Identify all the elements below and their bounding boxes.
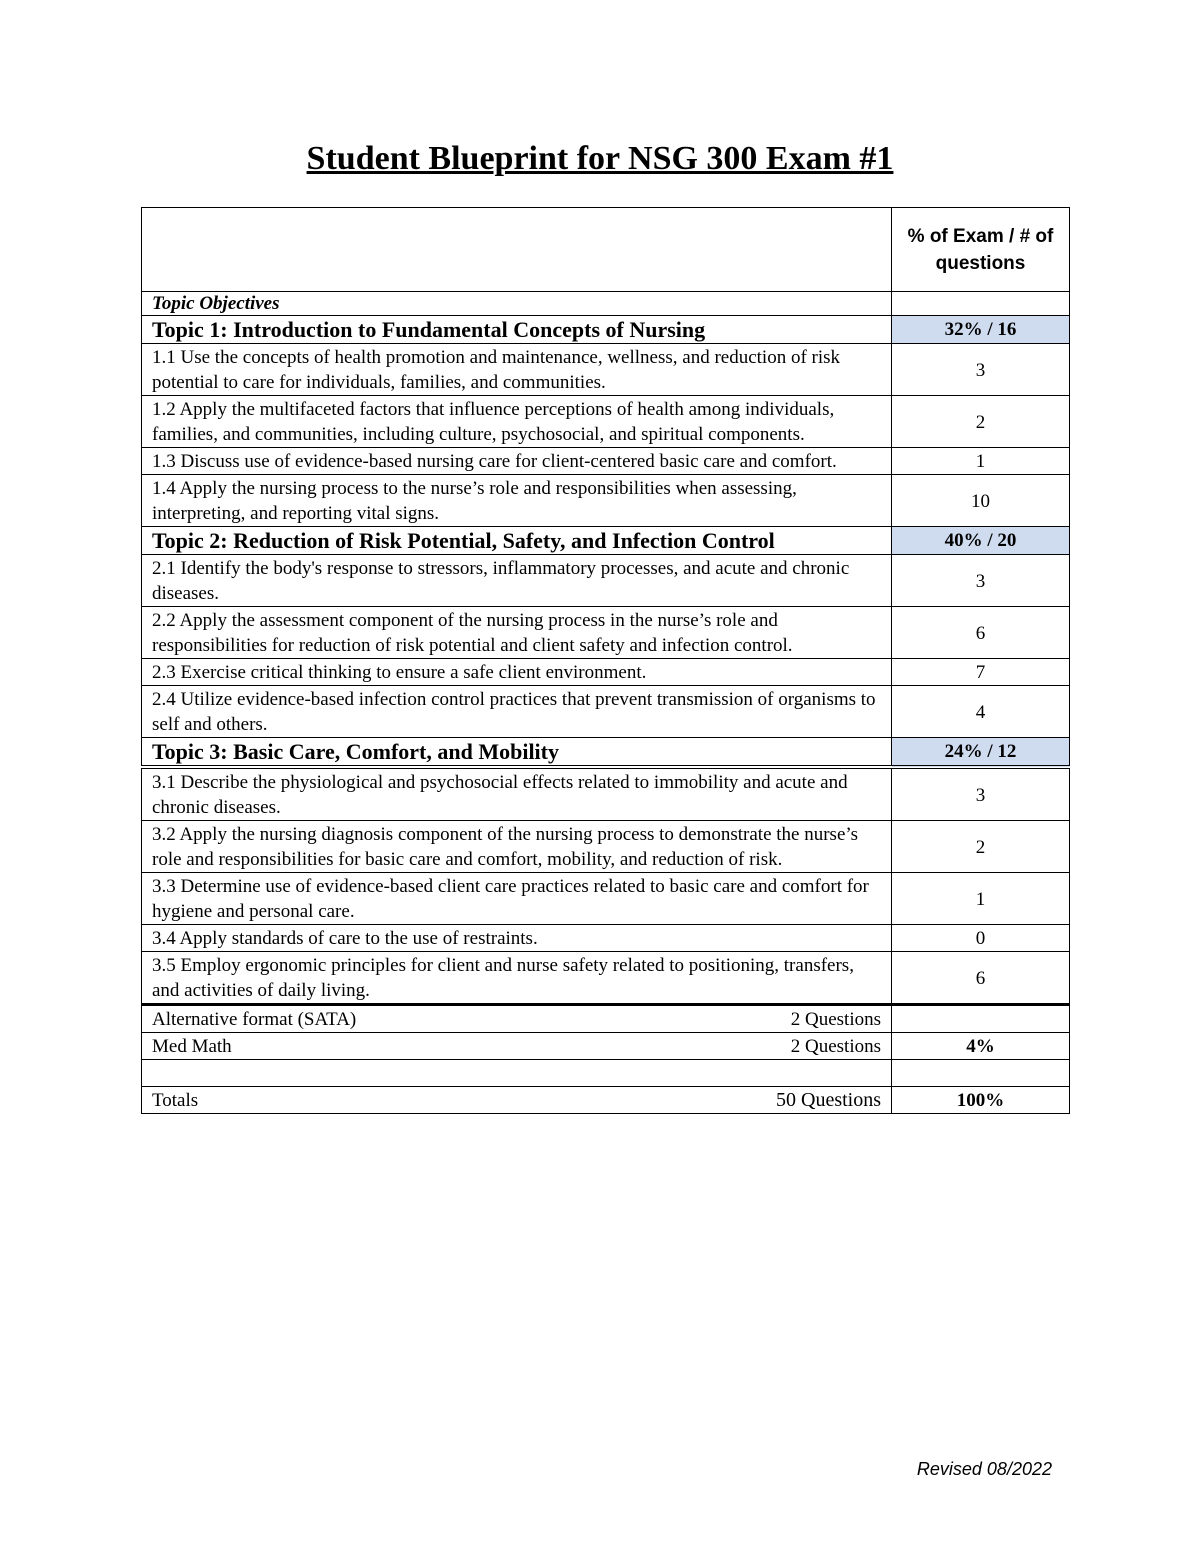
objective-count: 3 <box>892 344 1070 396</box>
topic-weight: 24% / 12 <box>892 738 1070 768</box>
objectives-header-row <box>142 292 1070 316</box>
objective-text: 2.4 Utilize evidence-based infection control practices that prevent transmission of organisms to self and others. <box>142 686 892 738</box>
objective-count: 3 <box>892 555 1070 607</box>
objective-count: 6 <box>892 607 1070 659</box>
objective-count: 1 <box>892 873 1070 925</box>
footer-label-cell <box>142 1005 892 1033</box>
document-title: Student Blueprint for NSG 300 Exam #1 <box>306 140 894 177</box>
objective-row <box>142 555 1070 607</box>
objective-row <box>142 659 1070 686</box>
objective-row <box>142 873 1070 925</box>
objective-count: 10 <box>892 475 1070 527</box>
objective-text: 3.4 Apply standards of care to the use of restraints. <box>142 925 892 952</box>
footer-questions: 2 Questions <box>790 1036 881 1057</box>
objective-row <box>142 607 1070 659</box>
footer-value: 100% <box>892 1087 1070 1114</box>
topic-row <box>142 738 1070 768</box>
header-row <box>142 208 1070 292</box>
footer-label: Totals <box>152 1090 199 1111</box>
footer-row-med-math <box>142 1033 1070 1060</box>
objective-count: 1 <box>892 448 1070 475</box>
exam-weight-header: % of Exam / # of questions <box>892 208 1070 292</box>
objective-count: 3 <box>892 767 1070 821</box>
objective-row <box>142 344 1070 396</box>
objective-count: 7 <box>892 659 1070 686</box>
objective-text: 2.1 Identify the body's response to stressors, inflammatory processes, and acute and chronic diseases. <box>142 555 892 607</box>
objective-count: 2 <box>892 396 1070 448</box>
objective-text: 1.2 Apply the multifaceted factors that influence perceptions of health among individuals, families, and communities, including culture, psychosocial, and spiritual components. <box>142 396 892 448</box>
topic-weight: 32% / 16 <box>892 316 1070 344</box>
topic-row <box>142 527 1070 555</box>
objective-count: 4 <box>892 686 1070 738</box>
header-left-cell <box>142 208 892 292</box>
objectives-empty-cell <box>892 292 1070 316</box>
footer-label-cell <box>142 1087 892 1114</box>
objective-text: 1.4 Apply the nursing process to the nurse’s role and responsibilities when assessing, interpreting, and reporting vital signs. <box>142 475 892 527</box>
footer-questions: 50 Questions <box>776 1089 881 1111</box>
objective-row <box>142 821 1070 873</box>
blank-cell <box>892 1060 1070 1087</box>
objective-text: 3.3 Determine use of evidence-based client care practices related to basic care and comfort for hygiene and personal care. <box>142 873 892 925</box>
objective-row <box>142 475 1070 527</box>
footer-label: Med Math <box>152 1036 232 1057</box>
footer-value <box>892 1005 1070 1033</box>
objectives-label: Topic Objectives <box>142 292 892 316</box>
objective-row <box>142 925 1070 952</box>
footer-row-alternative-format <box>142 1005 1070 1033</box>
objective-text: 2.2 Apply the assessment component of the nursing process in the nurse’s role and responsibilities for reduction of risk potential and client safety and infection control. <box>142 607 892 659</box>
objective-text: 3.2 Apply the nursing diagnosis component of the nursing process to demonstrate the nurse’s role and responsibilities for basic care and comfort, mobility, and reduction of risk. <box>142 821 892 873</box>
objective-count: 0 <box>892 925 1070 952</box>
objective-text: 1.1 Use the concepts of health promotion and maintenance, wellness, and reduction of risk potential to care for individuals, families, and communities. <box>142 344 892 396</box>
topic-title: Topic 1: Introduction to Fundamental Concepts of Nursing <box>142 316 892 344</box>
objective-row <box>142 952 1070 1005</box>
objective-row <box>142 396 1070 448</box>
footer-label: Alternative format (SATA) <box>152 1009 357 1030</box>
objective-text: 3.1 Describe the physiological and psychosocial effects related to immobility and acute and chronic diseases. <box>142 767 892 821</box>
footer-value: 4% <box>892 1033 1070 1060</box>
objective-count: 2 <box>892 821 1070 873</box>
objective-row <box>142 767 1070 821</box>
objective-count: 6 <box>892 952 1070 1005</box>
objective-text: 1.3 Discuss use of evidence-based nursing care for client-centered basic care and comfort. <box>142 448 892 475</box>
objective-text: 2.3 Exercise critical thinking to ensure a safe client environment. <box>142 659 892 686</box>
footer-row-totals <box>142 1087 1070 1114</box>
topic-weight: 40% / 20 <box>892 527 1070 555</box>
objective-row <box>142 448 1070 475</box>
revised-date: Revised 08/2022 <box>916 1459 1052 1479</box>
blueprint-table <box>141 207 1070 1114</box>
topic-title: Topic 2: Reduction of Risk Potential, Safety, and Infection Control <box>142 527 892 555</box>
objective-row <box>142 686 1070 738</box>
footer-label-cell <box>142 1033 892 1060</box>
footer-row-blank <box>142 1060 1070 1087</box>
topic-row <box>142 316 1070 344</box>
objective-text: 3.5 Employ ergonomic principles for client and nurse safety related to positioning, transfers, and activities of daily living. <box>142 952 892 1005</box>
topic-title: Topic 3: Basic Care, Comfort, and Mobility <box>142 738 892 768</box>
blank-cell <box>142 1060 892 1087</box>
footer-questions: 2 Questions <box>790 1009 881 1030</box>
